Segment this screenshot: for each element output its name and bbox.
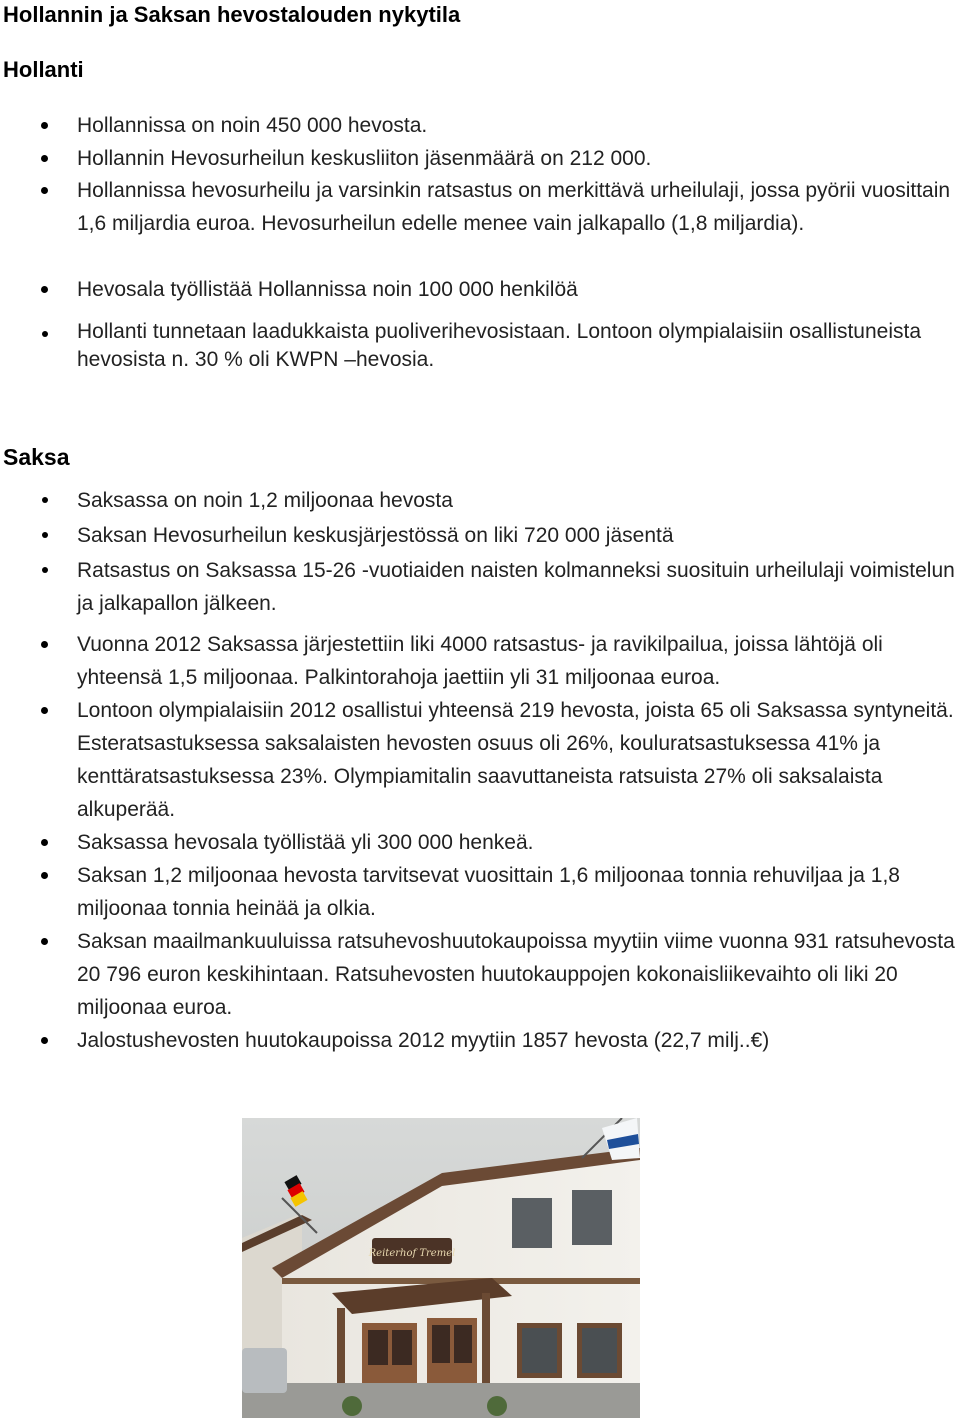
bullet-icon [41,155,48,162]
list-item: Saksassa on noin 1,2 miljoonaa hevosta [77,484,960,517]
building-photo [242,1118,640,1418]
list-item: Ratsastus on Saksassa 15-26 -vuotiaiden naisten kolmanneksi suosituin urheilulaji voimistelun ja jalkapallon jälkeen. [77,554,960,620]
list-item: Hevosala työllistää Hollannissa noin 100 000 henkilöä [77,273,960,306]
list-item: Saksan maailmankuuluissa ratsuhevoshuutokaupoissa myytiin viime vuonna 931 ratsuhevosta 20 796 euron keskihintaan. Ratsuhevosten huutokauppojen kokonaisliikevaihto oli liki 20 miljoonaa euroa. [77,925,960,1024]
bullet-icon [41,286,48,293]
list-item: Vuonna 2012 Saksassa järjestettiin liki 4000 ratsastus- ja ravikilpailua, joissa lähtöjä oli yhteensä 1,5 miljoonaa. Palkintorahoja jaettiin yli 31 miljoonaa euroa. [77,628,960,694]
bullet-icon [41,187,48,194]
list-item: Saksan Hevosurheilun keskusjärjestössä on liki 720 000 jäsentä [77,519,960,552]
bullet-icon [41,122,48,129]
bullet-icon [41,707,48,714]
bullet-icon [41,641,48,648]
list-item: Saksassa hevosala työllistää yli 300 000 henkeä. [77,826,960,859]
list-item: Hollannin Hevosurheilun keskusliiton jäsenmäärä on 212 000. [77,142,960,175]
bullet-icon [41,938,48,945]
list-item: Lontoon olympialaisiin 2012 osallistui yhteensä 219 hevosta, joista 65 oli Saksassa syntyneitä. Esteratsastuksessa saksalaisten hevosten osuus oli 26%, kouluratsastuksessa 41% ja kenttäratsastuksessa 23%. Olympiamitalin saavuttaneista ratsuista 27% oli saksalaista alkuperää. [77,694,960,826]
page-title: Hollannin ja Saksan hevostalouden nykytila [3,2,461,27]
bullet-icon [41,1037,48,1044]
bullet-icon [42,331,48,337]
section-heading-germany: Saksa [3,444,70,470]
list-item: Hollannissa on noin 450 000 hevosta. [77,109,960,142]
list-item: Hollannissa hevosurheilu ja varsinkin ratsastus on merkittävä urheilulaji, jossa pyörii vuosittain 1,6 miljardia euroa. Hevosurheilun edelle menee vain jalkapallo (1,8 miljardia). [77,174,960,240]
list-item: Hollanti tunnetaan laadukkaista puoliverihevosistaan. Lontoon olympialaisiin osallistuneista hevosista n. 30 % oli KWPN –hevosia. [77,318,960,374]
bullet-icon [41,839,48,846]
list-item: Saksan 1,2 miljoonaa hevosta tarvitsevat vuosittain 1,6 miljoonaa tonnia rehuviljaa ja 1,8 miljoonaa tonnia heinää ja olkia. [77,859,960,925]
building-illustration [242,1118,640,1418]
sign-text: Reiterhof Tremel [368,1248,456,1259]
bullet-icon [42,497,48,503]
section-heading-holland: Hollanti [3,57,84,82]
bullet-icon [42,532,48,538]
bullet-icon [41,872,48,879]
bullet-icon [42,567,48,573]
list-item: Jalostushevosten huutokaupoissa 2012 myytiin 1857 hevosta (22,7 milj..€) [77,1024,960,1057]
